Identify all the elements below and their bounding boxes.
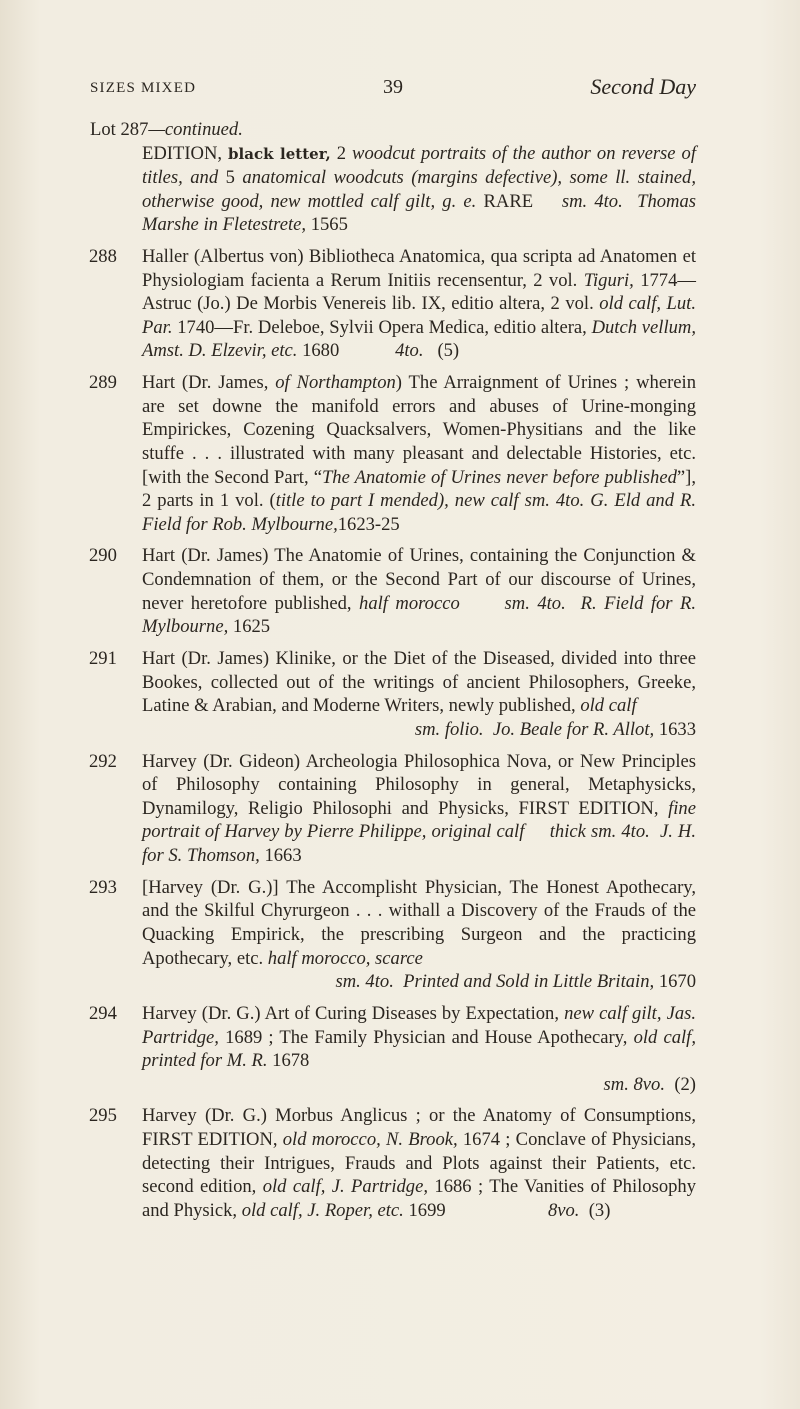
lot-list: [90, 118, 696, 1231]
first-edition-label: FIRST EDITION,: [518, 797, 659, 819]
lot-number: 290: [89, 545, 117, 567]
lot-number: 291: [89, 648, 117, 670]
lot-287-continued: Lot 287—continued. EDITION, black letter, 2 woodcut portraits of the author on reverse of titles, and 5 anatomical woodcuts (margins defective), some ll. stained, otherwise good, new mottled calf gilt, g. e. RARE sm. 4to. Thomas Marshe in Fletestrete, 1565: [90, 119, 697, 236]
lot-293: 293 [Harvey (Dr. G.)] The Accomplisht Physician, The Honest Apothecary, and the Skilful Chyrurgeon . . . withall a Discovery of the Frauds of the Quacking Empirick, the prescribing Surgeon and the practicing Apothecary, etc. half morocco, scarce sm. 4to. Printed and Sold in Little Britain, 1670: [89, 876, 696, 993]
lot-289: 289 Hart (Dr. James, of Northampton) The Arraignment of Urines ; wherein are set downe the manifold errors and abuses of Urine-monging Empirickes, Cozening Quacksalvers, Women-Physitians and the like stuffe . . . illustrated with many pleasant and delectable Histories, etc. [with the Second Part, “The Anatomie of Urines never before published”], 2 parts in 1 vol. (title to part I mended), new calf sm. 4to. G. Eld and R. Field for Rob. Mylbourne,1623-25: [89, 372, 697, 535]
lot-294: 294 Harvey (Dr. G.) Art of Curing Diseases by Expectation, new calf gilt, Jas. Partridge, 1689 ; The Family Physician and House Apothecary, old calf, printed for M. R. 1678 sm. 8vo. (2): [89, 1002, 697, 1095]
header-right: Second Day: [590, 74, 696, 99]
lot-number: 288: [89, 245, 117, 267]
lot-290: 290 Hart (Dr. James) The Anatomie of Urines, containing the Conjunction & Condemnation of them, or the Second Part of our discourse of Urines, never heretofore published, half morocco sm. 4to. R. Field for R. Mylbourne, 1625: [89, 545, 696, 638]
lot-label: Lot 287: [90, 119, 149, 140]
first-edition-label: FIRST EDITION,: [142, 1129, 278, 1151]
rare-label: RARE: [483, 190, 534, 212]
lot-number: 289: [89, 372, 117, 394]
header-left: SIZES MIXED: [90, 80, 197, 96]
blackletter-text: black letter,: [228, 144, 331, 163]
page-number: 39: [383, 76, 403, 98]
lot-292: 292 Harvey (Dr. Gideon) Archeologia Philosophica Nova, or New Principles of Philosophy containing Philosophy in general, Metaphysicks, Dynamilogy, Religio Philosophi and Physicks, FIRST EDITION, fine portrait of Harvey by Pierre Philippe, original calf thick sm. 4to. J. H. for S. Thomson, 1663: [89, 750, 696, 866]
lot-295: 295 Harvey (Dr. G.) Morbus Anglicus ; or the Anatomy of Consumptions, FIRST EDITION, old morocco, N. Brook, 1674 ; Conclave of Physicians, detecting their Intrigues, Frauds and Plots against their Patients, etc. second edition, old calf, J. Partridge, 1686 ; The Vanities of Philosophy and Physick, old calf, J. Roper, etc. 1699 8vo. (3): [89, 1105, 697, 1221]
lot-number: 294: [89, 1002, 117, 1024]
lot-291: 291 Hart (Dr. James) Klinike, or the Diet of the Diseased, divided into three Bookes, collected out of the writings of ancient Philosophers, Greeke, Latine & Arabian, and Moderne Writers, newly published, old calf sm. folio. Jo. Beale for R. Allot, 1633: [89, 648, 696, 740]
running-header: [90, 74, 696, 102]
lot-number: 293: [89, 876, 117, 898]
lot-number: 295: [89, 1105, 117, 1127]
lot-288: 288 Haller (Albertus von) Bibliotheca Anatomica, qua scripta ad Anatomen et Physiologiam facienta a Rerum Initiis recensentur, 2 vol. Tiguri, 1774—Astruc (Jo.) De Morbis Venereis lib. IX, editio altera, 2 vol. old calf, Lut. Par. 1740—Fr. Deleboe, Sylvii Opera Medica, editio altera, Dutch vellum, Amst. D. Elzevir, etc. 1680 4to. (5): [89, 245, 696, 362]
lot-number: 292: [89, 750, 117, 772]
